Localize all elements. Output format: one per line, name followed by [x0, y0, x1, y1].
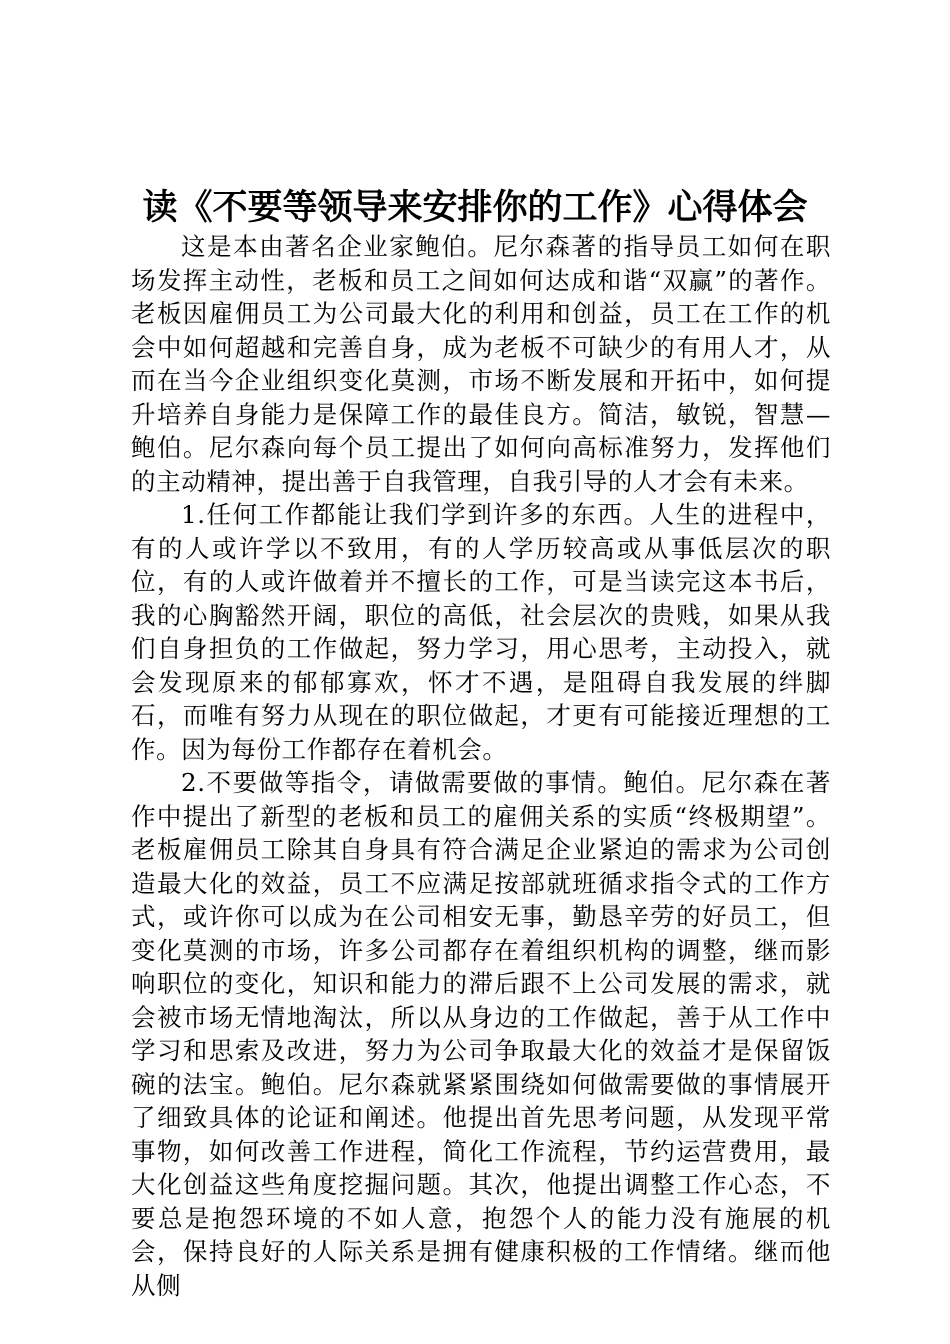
document-body [131, 230, 831, 1302]
paragraph-intro: 这是本由著名企业家鲍伯。尼尔森著的指导员工如何在职场发挥主动性，老板和员工之间如何达成和谐“双赢”的著作。老板因雇佣员工为公司最大化的利用和创益，员工在工作的机会中如何超越和完善自身，成为老板不可缺少的有用人才，从而在当今企业组织变化莫测，市场不断发展和开拓中，如何提升培养自身能力是保障工作的最佳良方。简洁，敏锐，智慧—鲍伯。尼尔森向每个员工提出了如何向高标准努力，发挥他们的主动精神，提出善于自我管理，自我引导的人才会有未来。 [131, 232, 831, 496]
paragraph-point-2: 2.不要做等指令，请做需要做的事情。鲍伯。尼尔森在著作中提出了新型的老板和员工的雇佣关系的实质“终极期望”。老板雇佣员工除其自身具有符合满足企业紧迫的需求为公司创造最大化的效益，员工不应满足按部就班循求指令式的工作方式，或许你可以成为在公司相安无事，勤恳辛劳的好员工，但变化莫测的市场，许多公司都存在着组织机构的调整，继而影响职位的变化，知识和能力的滞后跟不上公司发展的需求，就会被市场无情地淘汰，所以从身边的工作做起，善于从工作中学习和思索及改进，努力为公司争取最大化的效益才是保留饭碗的法宝。鲍伯。尼尔森就紧紧围绕如何做需要做的事情展开了细致具体的论证和阐述。他提出首先思考问题，从发现平常事物，如何改善工作进程，简化工作流程，节约运营费用，最大化创益这些角度挖掘问题。其次，他提出调整工作心态，不要总是抱怨环境的不如人意，抱怨个人的能力没有施展的机会，保持良好的人际关系是拥有健康积极的工作情绪。继而他从侧 [131, 768, 831, 1300]
paragraph-point-1: 1.任何工作都能让我们学到许多的东西。人生的进程中，有的人或许学以不致用，有的人学历较高或从事低层次的职位，有的人或许做着并不擅长的工作，可是当读完这本书后，我的心胸豁然开阔，职位的高低，社会层次的贵贱，如果从我们自身担负的工作做起，努力学习，用心思考，主动投入，就会发现原来的郁郁寡欢，怀才不遇，是阻碍自我发展的绊脚石，而唯有努力从现在的职位做起，才更有可能接近理想的工作。因为每份工作都存在着机会。 [131, 500, 831, 764]
document-title: 读《不要等领导来安排你的工作》心得体会 [142, 187, 808, 228]
